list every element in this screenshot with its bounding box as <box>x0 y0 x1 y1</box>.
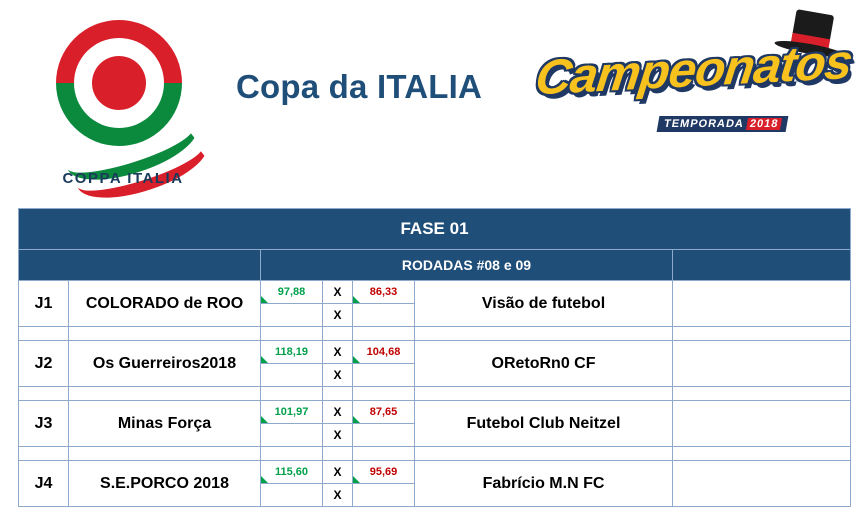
spacer-cell <box>261 327 323 341</box>
spacer-cell <box>19 387 69 401</box>
versus-label-second: X <box>323 304 353 327</box>
table-row-rounds-header <box>19 250 851 281</box>
home-score-second <box>261 304 323 327</box>
match-code: J1 <box>19 281 69 327</box>
bracket-advance-cell <box>673 341 851 387</box>
versus-label-second: X <box>323 484 353 507</box>
match-code: J2 <box>19 341 69 387</box>
away-score-second <box>353 484 415 507</box>
away-score-second <box>353 364 415 387</box>
home-score: 97,88 <box>261 281 323 304</box>
spacer-cell <box>69 447 261 461</box>
home-score-second <box>261 484 323 507</box>
spacer-cell <box>323 447 353 461</box>
home-score-second <box>261 424 323 447</box>
rounds-label: RODADAS #08 e 09 <box>261 250 673 281</box>
table-row-spacer <box>19 447 851 461</box>
spacer-cell <box>415 327 673 341</box>
logo-season-year: 2018 <box>746 118 783 130</box>
spacer-cell <box>19 327 69 341</box>
spacer-cell <box>415 447 673 461</box>
spacer-cell <box>69 387 261 401</box>
away-score-second <box>353 424 415 447</box>
away-score: 95,69 <box>353 461 415 484</box>
logo-wordmark: Campeonatos <box>532 35 855 106</box>
away-team-name: Visão de futebol <box>415 281 673 327</box>
table-row-phase-header <box>19 209 851 250</box>
coppa-italia-crest <box>28 10 218 190</box>
spacer-cell <box>673 327 851 341</box>
home-score-second <box>261 364 323 387</box>
bracket-advance-cell <box>673 401 851 447</box>
spacer-cell <box>415 387 673 401</box>
bracket-advance-cell <box>673 461 851 507</box>
away-score: 87,65 <box>353 401 415 424</box>
spacer-cell <box>261 447 323 461</box>
away-score: 86,33 <box>353 281 415 304</box>
spacer-cell <box>69 327 261 341</box>
home-team-name: COLORADO de ROO <box>69 281 261 327</box>
table-row <box>19 401 851 424</box>
spacer-cell <box>673 447 851 461</box>
home-team-name: S.E.PORCO 2018 <box>69 461 261 507</box>
spacer-cell <box>261 387 323 401</box>
table-row <box>19 281 851 304</box>
spacer-cell <box>323 387 353 401</box>
home-score: 115,60 <box>261 461 323 484</box>
document-header <box>0 0 868 196</box>
away-team-name: Fabrício M.N FC <box>415 461 673 507</box>
spacer-cell <box>323 327 353 341</box>
spacer-cell <box>673 387 851 401</box>
crest-center-dot <box>92 56 146 110</box>
versus-label: X <box>323 341 353 364</box>
rounds-right-blank <box>673 250 851 281</box>
match-code: J3 <box>19 401 69 447</box>
home-team-name: Minas Força <box>69 401 261 447</box>
logo-season-badge <box>657 116 789 132</box>
page-title: Copa da ITALIA <box>236 68 483 105</box>
table-row <box>19 461 851 484</box>
crest-caption: COPPA ITALIA <box>62 170 184 187</box>
spacer-cell <box>19 447 69 461</box>
spacer-cell <box>353 447 415 461</box>
table-row-spacer <box>19 327 851 341</box>
table-row-spacer <box>19 387 851 401</box>
home-team-name: Os Guerreiros2018 <box>69 341 261 387</box>
away-score: 104,68 <box>353 341 415 364</box>
phase-title: FASE 01 <box>19 209 851 250</box>
versus-label-second: X <box>323 364 353 387</box>
versus-label: X <box>323 461 353 484</box>
spacer-cell <box>353 387 415 401</box>
versus-label-second: X <box>323 424 353 447</box>
versus-label: X <box>323 401 353 424</box>
home-score: 101,97 <box>261 401 323 424</box>
spacer-cell <box>353 327 415 341</box>
bracket-table <box>18 208 851 507</box>
rounds-left-blank <box>19 250 261 281</box>
home-score: 118,19 <box>261 341 323 364</box>
so-campeonatos-logo <box>530 12 860 152</box>
versus-label: X <box>323 281 353 304</box>
table-row <box>19 341 851 364</box>
bracket-advance-cell <box>673 281 851 327</box>
bracket-table-container <box>18 208 850 507</box>
logo-season-label: TEMPORADA <box>662 118 745 130</box>
away-team-name: Futebol Club Neitzel <box>415 401 673 447</box>
away-team-name: ORetoRn0 CF <box>415 341 673 387</box>
match-code: J4 <box>19 461 69 507</box>
away-score-second <box>353 304 415 327</box>
